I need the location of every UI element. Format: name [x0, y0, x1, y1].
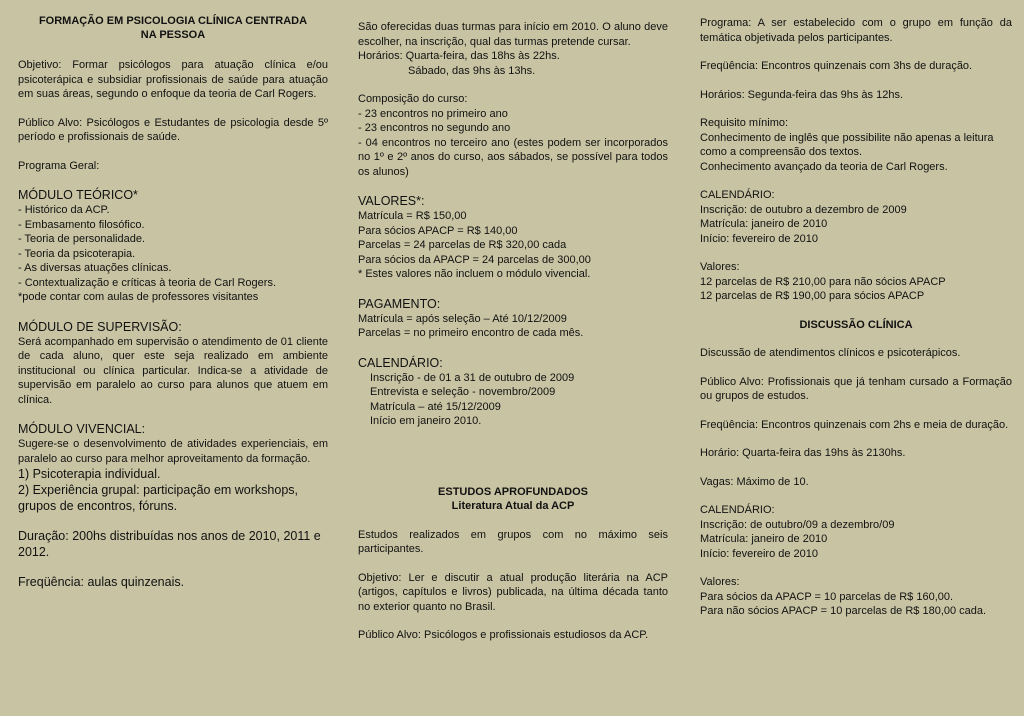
- estudos-title: ESTUDOS APROFUNDADOS: [438, 485, 588, 498]
- composicao-title: Composição do curso:: [358, 93, 468, 105]
- valores-title: VALORES*:: [358, 194, 425, 208]
- column-turmas: [340, 0, 680, 716]
- modulo-supervisao-title: MÓDULO DE SUPERVISÃO:: [18, 319, 182, 334]
- discussao-text: Discussão de atendimentos clínicos e psicoterápicos.: [700, 347, 961, 359]
- modulo-teorico-title: MÓDULO TEÓRICO*: [18, 188, 138, 202]
- valores-estudos-list: 12 parcelas de R$ 210,00 para não sócios APACP 12 parcelas de R$ 190,00 para sócios APACP: [700, 275, 946, 302]
- frequencia-text: Freqüência: aulas quinzenais.: [18, 575, 185, 589]
- column-estudos-discussao: [680, 0, 1024, 716]
- frequencia-estudos-text: Freqüência: Encontros quinzenais com 3hs de duração.: [700, 60, 973, 72]
- modulo-vivencial-text: Sugere-se o desenvolvimento de atividades experienciais, em paralelo ao curso para melhor aproveitamento da formação.: [18, 438, 328, 465]
- column-formacao: [0, 0, 340, 716]
- requisito-text-2: Conhecimento avançado da teoria de Carl Rogers.: [700, 160, 948, 173]
- calendario-title: CALENDÁRIO:: [358, 355, 443, 370]
- objetivo-text: Objetivo: Formar psicólogos para atuação clínica e/ou psicoterápica e subsidiar profissionais de saúde para atuação em suas áreas, segundo o enfoque da teoria de Carl Rogers.: [18, 59, 328, 100]
- composicao-last: - 04 encontros no terceiro ano (estes podem ser incorporados no 1º e 2º anos do curso, aos sábados, se possível para todos os alunos): [358, 136, 668, 178]
- requisito-text: Conhecimento de inglês que possibilite não apenas a leitura como a compreensão dos textos.: [700, 131, 994, 158]
- duracao-text: Duração: 200hs distribuídas nos anos de 2010, 2011 e 2012.: [18, 529, 321, 559]
- programa-text: Programa: A ser estabelecido com o grupo em função da temática objetivada pelos participantes.: [700, 17, 1012, 44]
- estudos-subtitle: Literatura Atual da ACP: [451, 500, 575, 512]
- discussao-clinica-title: DISCUSSÃO CLÍNICA: [799, 318, 913, 331]
- calendario-discussao-list: Inscrição: de outubro/09 a dezembro/09 Matrícula: janeiro de 2010 Início: fevereiro de 2010: [700, 518, 895, 560]
- valores-discussao-title: Valores:: [700, 576, 740, 588]
- discussao-horario: Horário: Quarta-feira das 19hs às 2130hs.: [700, 447, 906, 459]
- programa-geral-label: Programa Geral:: [18, 159, 100, 172]
- valores-estudos-title: Valores:: [700, 261, 740, 273]
- modulo-vivencial-title: MÓDULO VIVENCIAL:: [18, 422, 146, 436]
- discussao-vagas: Vagas: Máximo de 10.: [700, 475, 809, 488]
- modulo-teorico-list: - Histórico da ACP. - Embasamento filosófico. - Teoria de personalidade. - Teoria da psicoterapia. - As diversas atuações clínicas. - Contextualização e críticas à teoria de Carl Rogers. *pode contar com aulas de professores visitantes: [18, 204, 277, 303]
- valores-list: Matrícula = R$ 150,00 Para sócios APACP = R$ 140,00 Parcelas = 24 parcelas de R$ 320,00 cada Para sócios da APACP = 24 parcelas de 300,00 * Estes valores não incluem o módulo vivencial.: [358, 210, 591, 280]
- valores-discussao-list: Para sócios da APACP = 10 parcelas de R$ 160,00. Para não sócios APACP = 10 parcelas de R$ 180,00 cada.: [700, 590, 987, 617]
- estudos-text: Estudos realizados em grupos com no máximo seis participantes.: [358, 528, 668, 555]
- horarios-line-1: Horários: Quarta-feira, das 18hs às 22hs.: [358, 50, 560, 62]
- calendario-list: Entrevista e seleção - novembro/2009 Matrícula – até 15/12/2009 Início em janeiro 2010.: [370, 386, 556, 427]
- discussao-publico: Público Alvo: Profissionais que já tenham cursado a Formação ou grupos de estudos.: [700, 375, 1012, 402]
- publico-alvo-text: Público Alvo: Psicólogos e Estudantes de psicologia desde 5º período e profissionais de saúde.: [18, 116, 328, 143]
- formacao-title: FORMAÇÃO EM PSICOLOGIA CLÍNICA CENTRADA NA PESSOA: [38, 15, 308, 41]
- calendario-estudos-list: Inscrição: de outubro a dezembro de 2009 Matrícula: janeiro de 2010 Início: fevereiro de 2010: [700, 203, 907, 245]
- calendario-first: Inscrição - de 01 a 31 de outubro de 2009: [370, 371, 575, 384]
- discussao-frequencia: Freqüência: Encontros quinzenais com 2hs e meia de duração.: [700, 418, 1009, 431]
- turmas-text: São oferecidas duas turmas para início em 2010. O aluno deve escolher, na inscrição, qual das turmas pretende cursar.: [358, 21, 668, 48]
- modulo-supervisao-text: Será acompanhado em supervisão o atendimento de 01 cliente de cada aluno, quer este seja realizado em ambiente institucional ou clínica particular. Indica-se a atividade de supervisão em paralelo ao curso para alunos que atuem em clínica.: [18, 335, 328, 406]
- composicao-list: - 23 encontros no primeiro ano - 23 encontros no segundo ano: [358, 107, 511, 134]
- horarios-estudos-text: Horários: Segunda-feira das 9hs às 12hs.: [700, 88, 904, 101]
- calendario-discussao-title: CALENDÁRIO:: [700, 504, 775, 516]
- calendario-estudos-title: CALENDÁRIO:: [700, 189, 775, 201]
- estudos-objetivo: Objetivo: Ler e discutir a atual produção literária na ACP (artigos, capítulos e livros) publicada, na última década tanto no exterior quanto no Brasil.: [358, 571, 668, 613]
- modulo-vivencial-list: 1) Psicoterapia individual. 2) Experiência grupal: participação em workshops, grupos de encontros, fóruns.: [18, 467, 298, 513]
- pagamento-title: PAGAMENTO:: [358, 296, 441, 311]
- horarios-line-2: Sábado, das 9hs às 13hs.: [408, 64, 536, 77]
- estudos-publico: Público Alvo: Psicólogos e profissionais estudiosos da ACP.: [358, 629, 649, 641]
- pagamento-list: Matrícula = após seleção – Até 10/12/2009 Parcelas = no primeiro encontro de cada mês.: [358, 312, 584, 339]
- requisito-title: Requisito mínimo:: [700, 117, 789, 129]
